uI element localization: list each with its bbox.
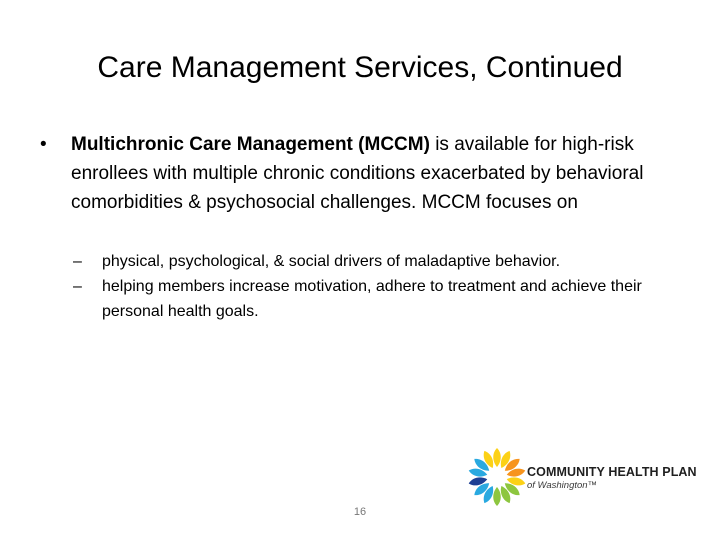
sub-bullet-text: physical, psychological, & social drivers of maladaptive behavior. (102, 253, 561, 270)
logo-subtitle: of Washington™ (527, 480, 598, 491)
bullet-row (40, 130, 690, 217)
sunburst-logo-icon (466, 446, 528, 508)
sub-bullet-marker: – (73, 253, 82, 270)
logo-wordmark: COMMUNITY HEALTH PLAN (527, 465, 697, 479)
sub-bullet-list (73, 249, 673, 324)
page-number: 16 (353, 506, 367, 518)
bullet-body-text: is available for high-risk enrollees with multiple chronic conditions exacerbated by behavioral comorbidities & psychosocial challenges. MCCM focuses on (71, 134, 644, 213)
logo-petal (493, 487, 501, 506)
sub-bullet-text: helping members increase motivation, adhere to treatment and achieve their personal health goals. (102, 278, 642, 320)
sub-bullet-item (73, 249, 673, 274)
sub-bullet-item (73, 274, 673, 324)
sub-bullet-marker: – (73, 278, 82, 295)
bullet-text (71, 130, 690, 217)
bullet-marker: • (40, 134, 47, 155)
bullet-bold-term: Multichronic Care Management (MCCM) (71, 134, 430, 155)
community-health-plan-logo (466, 446, 696, 516)
main-bullet (40, 130, 690, 217)
slide-title: Care Management Services, Continued (97, 51, 623, 84)
logo-petal (493, 448, 501, 467)
